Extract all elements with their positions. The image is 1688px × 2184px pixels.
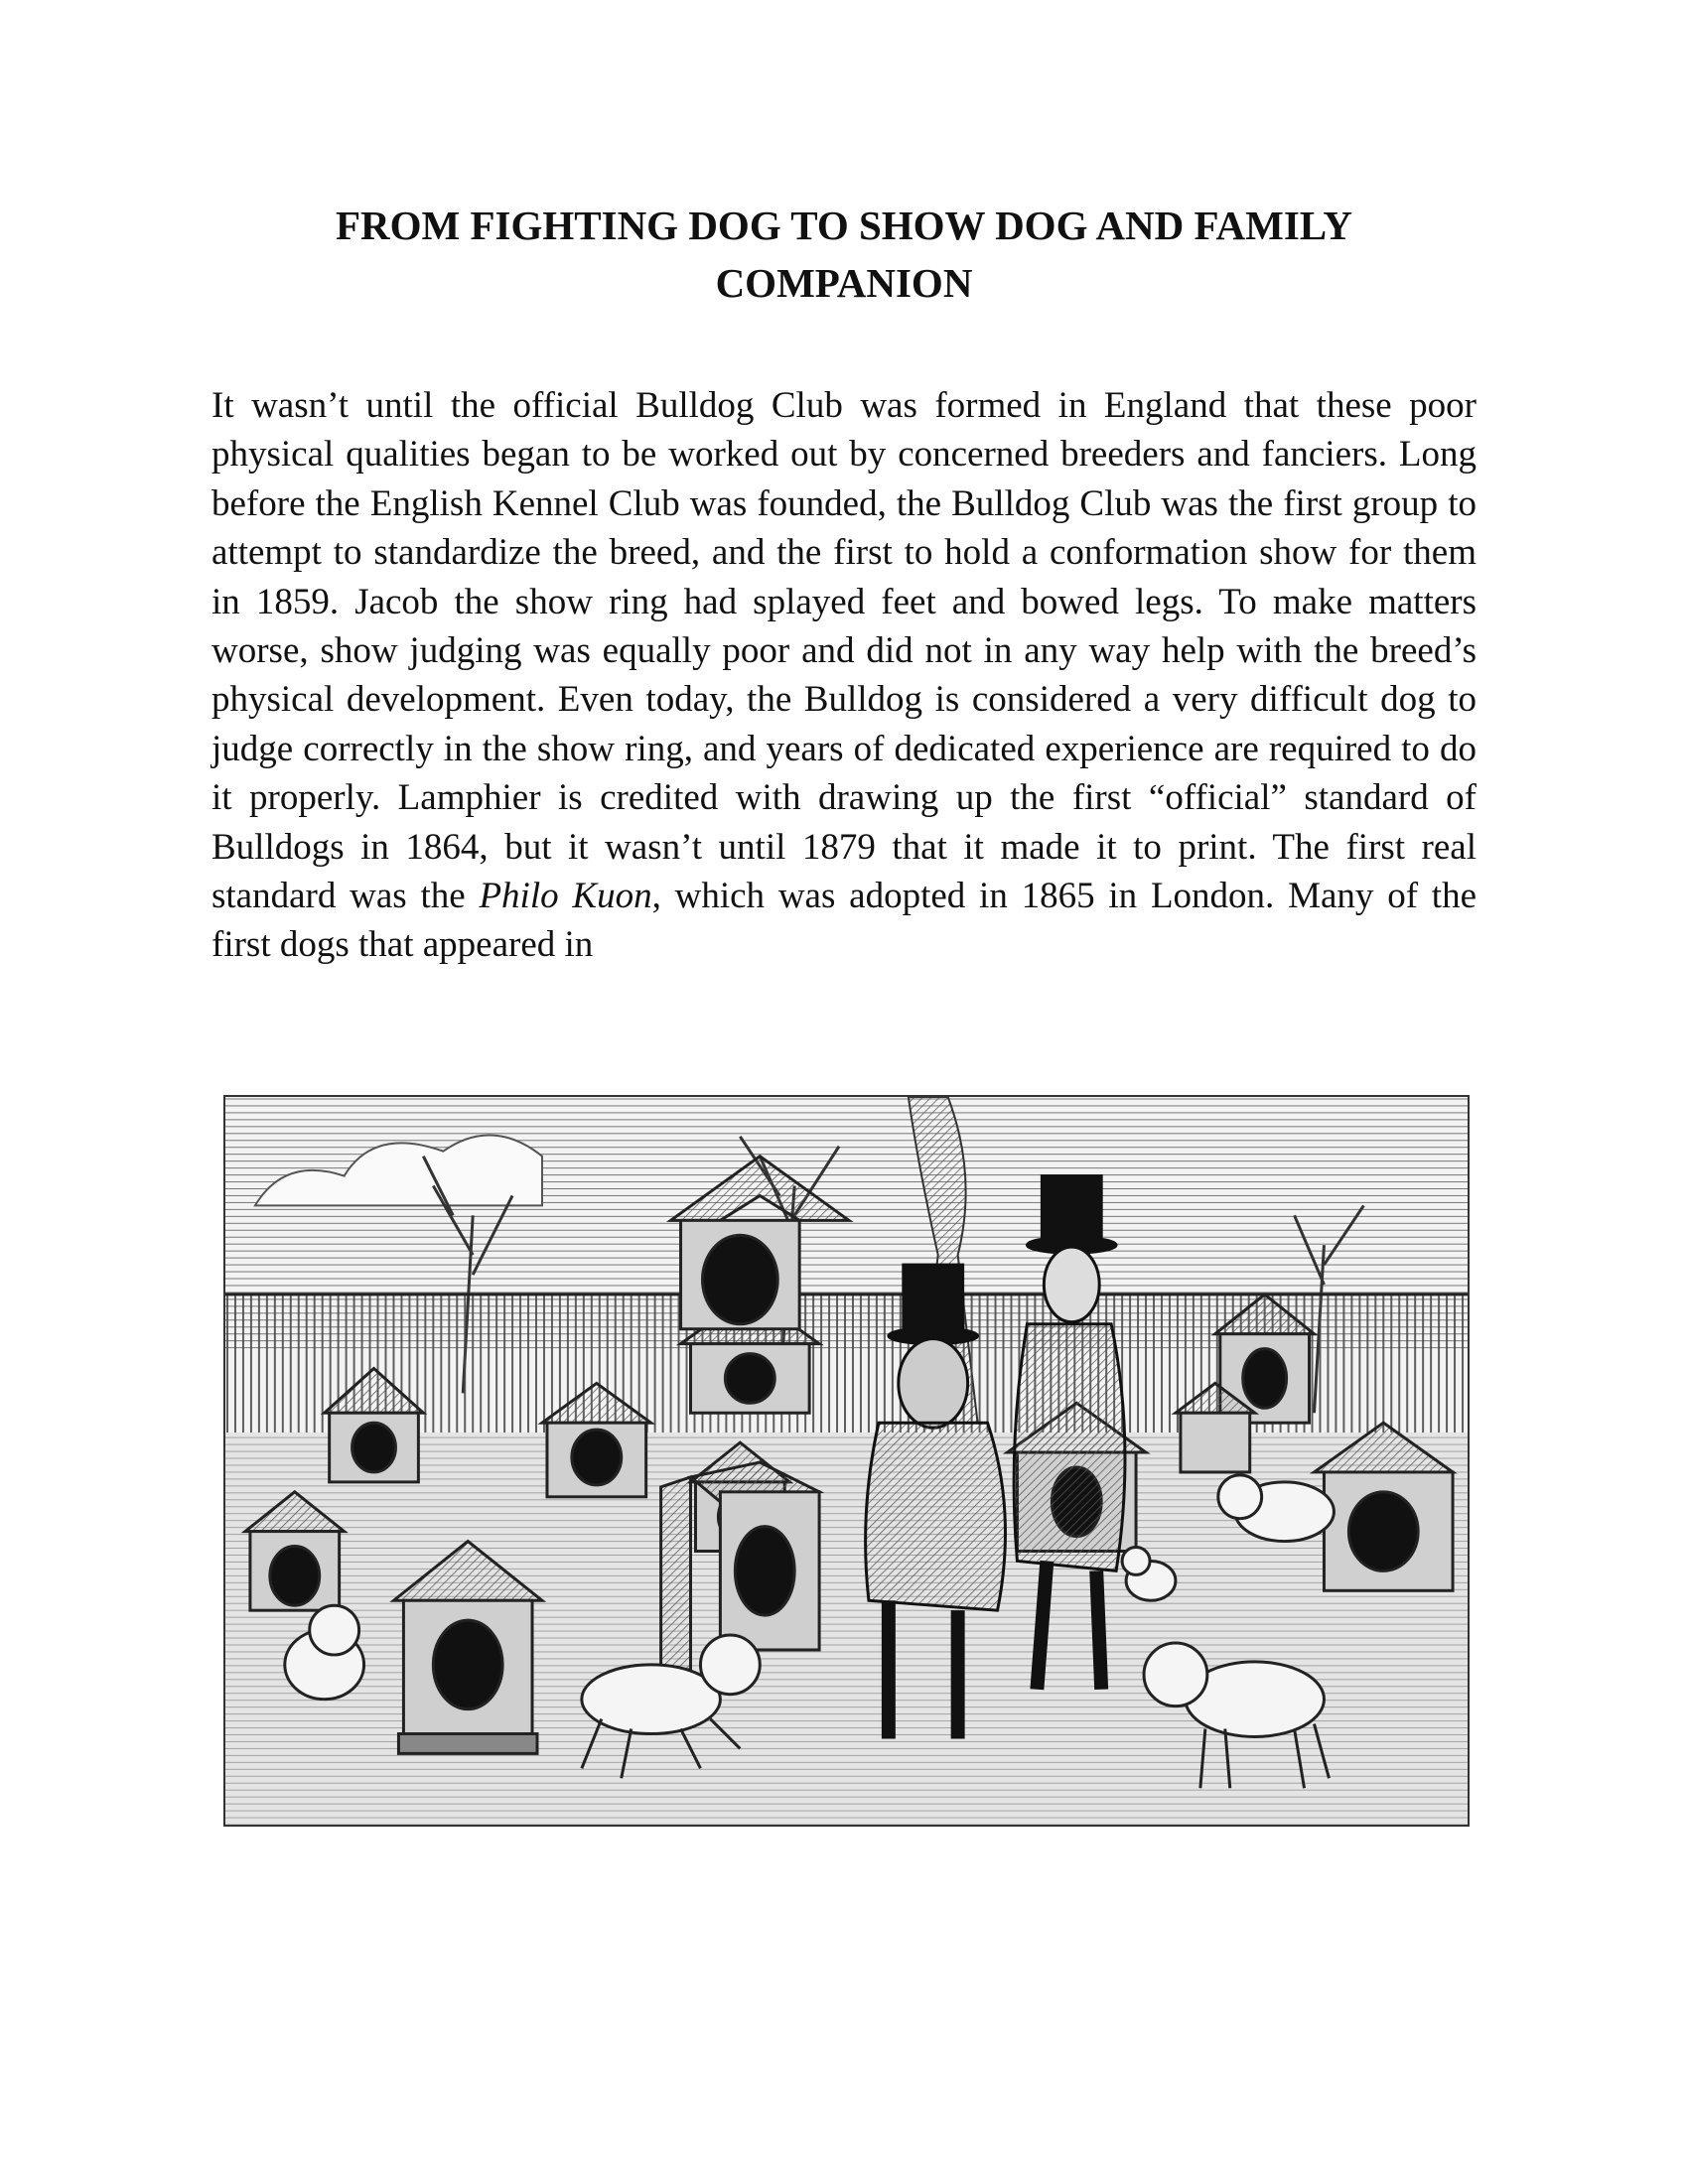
body-paragraph [211,381,1477,970]
paragraph-text-2: , which was adopted in 1865 in London. Many of the first dogs that appeared in [211,876,1477,966]
page-title: FROM FIGHTING DOG TO SHOW DOG AND FAMILY COMPANION [336,203,1352,306]
paragraph-italic-title: Philo Kuon [479,876,652,917]
kennel-engraving-image [225,1097,1468,1825]
paragraph-text-1: It wasn’t until the official Bulldog Club was formed in England that these poor physical qualities began to be worked out by concerned breeders and fanciers. Long before the English Kennel Club was founded, the Bulldog Club was the first group to attempt to standardize the breed, and the first to hold a conformation show for them in 1859. Jacob the show ring had splayed feet and bowed legs. To make matters worse, show judging was equally poor and did not in any way help with the breed’s physical development. Even today, the Bulldog is considered a very difficult dog to judge correctly in the show ring, and years of dedicated experience are required to do it properly. Lamphier is credited with drawing up the first “official” standard of Bulldogs in 1864, but it wasn’t until 1879 that it made it to print. The first real standard was the [211,385,1477,917]
kennel-illustration [223,1095,1470,1827]
